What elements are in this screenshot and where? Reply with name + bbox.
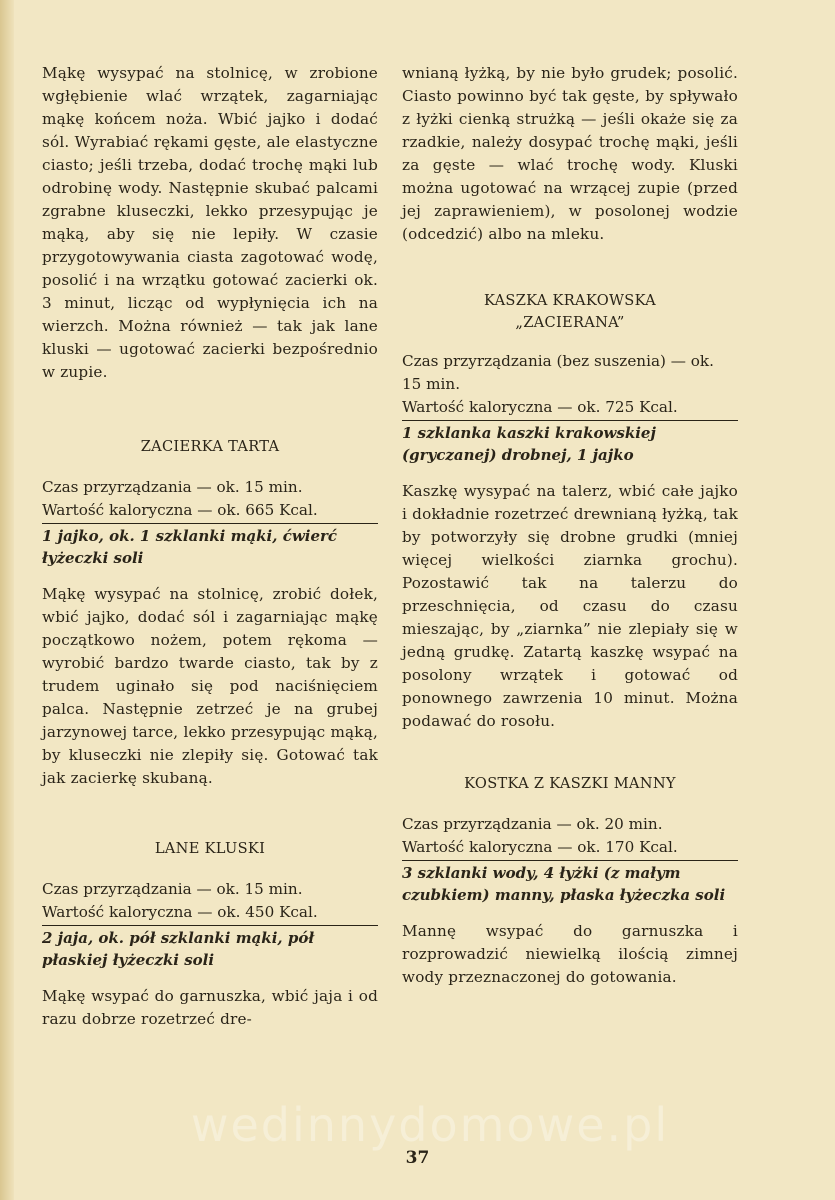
recipe-method: Mannę wsypać do garnuszka i rozprowadzić niewielką ilością zimnej wody przeznaczonej do gotowania. [402, 922, 738, 986]
ingredients-list: 3 szklanki wody, 4 łyżki (z małym czubkiem) manny, płaska łyżeczka soli [402, 864, 726, 904]
recipe-title-lane-kluski: LANE KLUSKI [154, 840, 266, 857]
intro-paragraph: Mąkę wysypać na stolnicę, w zrobione wgłębienie wlać wrzątek, zagarniając mąkę końcem noża. Wbić jajko i dodać sól. Wyrabiać rękami gęste, ale elastyczne ciasto; jeśli trzeba, dodać trochę mąki lub odrobinę wody. Następnie skubać palcami zgrabne kluseczki, lekko przesypując je mąką, aby się nie lepiły. W czasie przygotowywania ciasta zagotować wodę, posolić i na wrzątku gotować zacierki ok. 3 minut, licząc od wypłynięcia ich na wierzch. Można również — tak jak lane kluski — ugotować zacierki bezpośrednio w zupie. [42, 64, 378, 381]
prep-time: Czas przyrządzania — ok. 15 min. [42, 478, 303, 496]
recipe-title-kostka-z-kaszki-manny: KOSTKA Z KASZKI MANNY [464, 775, 676, 792]
page-number: 37 [405, 1148, 430, 1168]
continuation-paragraph: wnianą łyżką, by nie było grudek; posolić. Ciasto powinno być tak gęste, by spływało z łyżki cienką strużką — jeśli okaże się za rzadkie, należy dosypać trochę mąki, jeśli za gęste — wlać trochę wody. Kluski można ugotować na wrzącej zupie (przed jej zaprawieniem), w posolonej wodzie (odcedzić) albo na mleku. [402, 64, 738, 243]
left-column [42, 62, 378, 1031]
calorie-value: Wartość kaloryczna — ok. 450 Kcal. [42, 903, 318, 921]
calorie-value: Wartość kaloryczna — ok. 665 Kcal. [42, 501, 318, 519]
prep-time: Czas przyrządzania (bez suszenia) — ok. 15 min. [402, 352, 714, 393]
prep-time: Czas przyrządzania — ok. 20 min. [402, 815, 663, 833]
divider [402, 860, 738, 861]
watermark: wedinnydomowe.pl [190, 1098, 670, 1152]
page-binding-edge [0, 0, 14, 1200]
recipe-subtitle-zacierana: „ZACIERANA” [515, 314, 625, 331]
recipe-method: Mąkę wsypać do garnuszka, wbić jaja i od razu dobrze rozetrzeć dre- [42, 987, 378, 1028]
ingredients-list: 1 jajko, ok. 1 szklanki mąki, ćwierć łyżeczki soli [42, 527, 338, 567]
prep-time: Czas przyrządzania — ok. 15 min. [42, 880, 303, 898]
recipe-title-kaszka-krakowska: KASZKA KRAKOWSKA [483, 292, 657, 309]
calorie-value: Wartość kaloryczna — ok. 725 Kcal. [402, 398, 678, 416]
divider [42, 523, 378, 524]
recipe-title-zacierka-tarta: ZACIERKA TARTA [140, 438, 280, 455]
ingredients-list: 1 szklanka kaszki krakowskiej (gryczanej) drobnej, 1 jajko [402, 424, 656, 464]
recipe-method: Kaszkę wysypać na talerz, wbić całe jajko i dokładnie rozetrzeć drewnianą łyżką, tak by potworzyły się drobne grudki (mniej więcej wielkości ziarnka grochu). Pozostawić tak na talerzu do przeschnięcia, od czasu do czasu mieszając, by „ziarnka” nie zlepiały się w jedną grudkę. Zatartą kaszkę wsypać na posolony wrzątek i gotować od ponownego zawrzenia 10 minut. Można podawać do rosołu. [402, 482, 738, 730]
calorie-value: Wartość kaloryczna — ok. 170 Kcal. [402, 838, 678, 856]
right-column [402, 62, 738, 989]
divider [42, 925, 378, 926]
divider [402, 420, 738, 421]
recipe-method: Mąkę wysypać na stolnicę, zrobić dołek, wbić jajko, dodać sól i zagarniając mąkę początkowo nożem, potem rękoma — wyrobić bardzo twarde ciasto, tak by z trudem uginało się pod naciśnięciem palca. Następnie zetrzeć je na grubej jarzynowej tarce, lekko przesypując mąką, by kluseczki nie zlepiły się. Gotować tak jak zacierkę skubaną. [42, 585, 378, 787]
ingredients-list: 2 jaja, ok. pół szklanki mąki, pół płaskiej łyżeczki soli [42, 929, 315, 969]
